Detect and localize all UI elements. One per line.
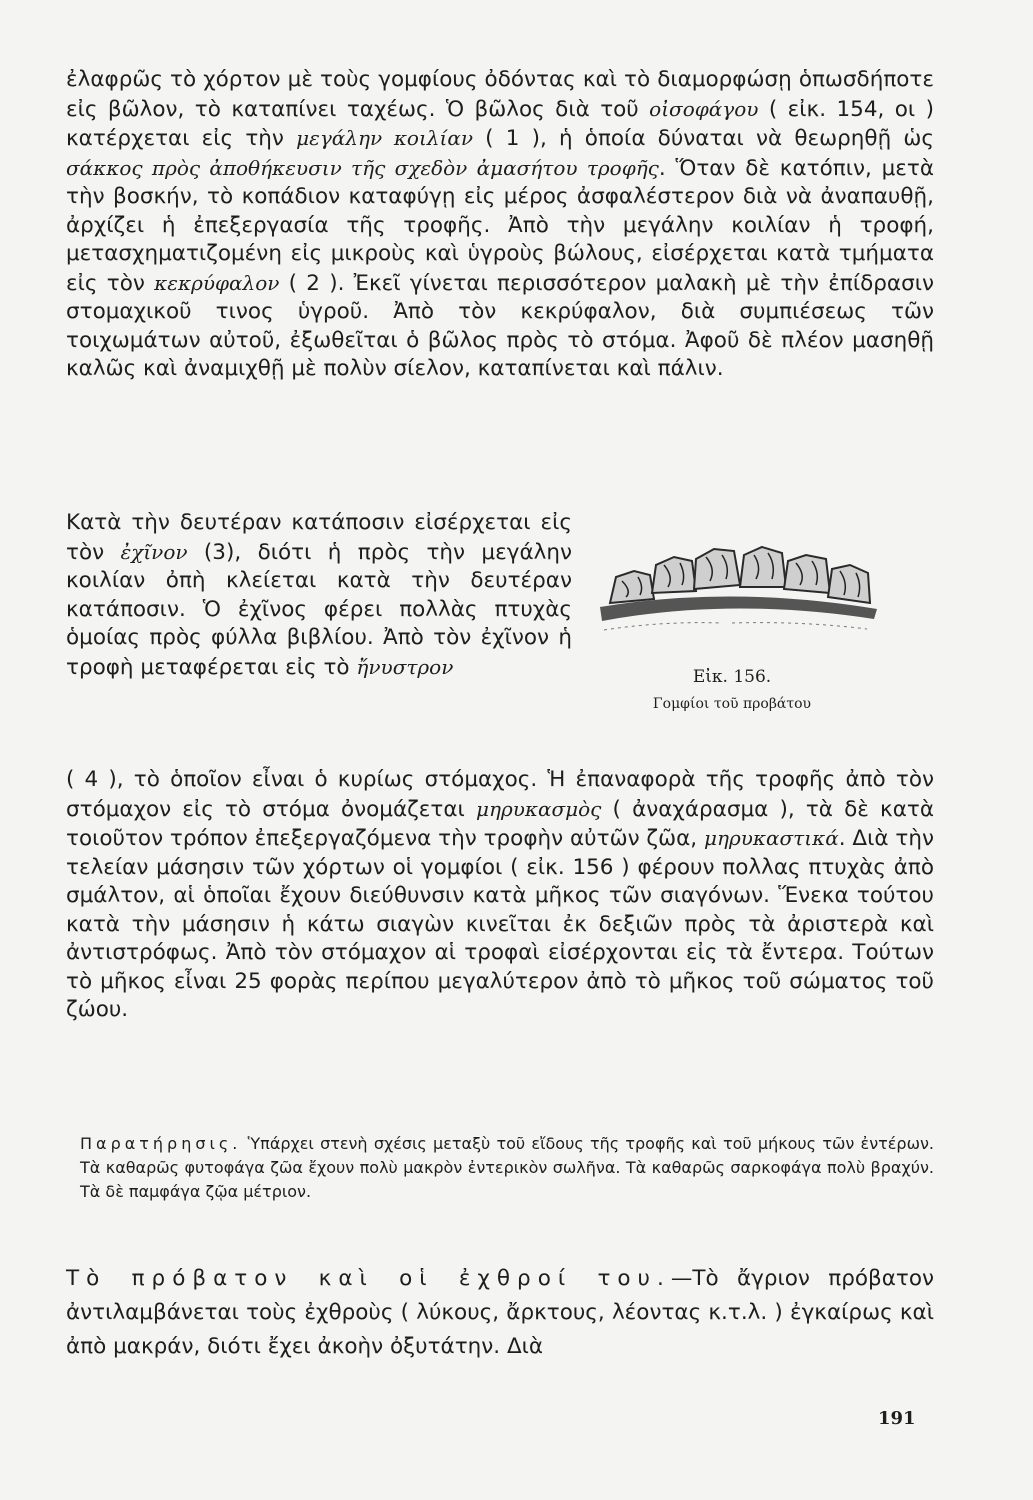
figure-caption: Γομφίοι τοῦ προβάτου xyxy=(652,696,812,712)
page-number: 191 xyxy=(878,1408,916,1429)
note-text: Ὑπάρχει στενὴ σχέσις μεταξὺ τοῦ εἴδους τῆς τροφῆς καὶ τοῦ μήκους τῶν ἐντέρων. Τὰ καθαρῶς φυτοφάγα ζῶα ἔχουν πολὺ μακρὸν ἐντερικὸν σωλῆνα. Τὰ καθαρῶς σαρκοφάγα πολὺ βραχύν. Τὰ δὲ παμφάγα ζῷα μέτριον. xyxy=(80,1134,934,1201)
section-paragraph xyxy=(66,1262,934,1364)
note-heading: Παρατήρησις. xyxy=(80,1134,242,1153)
term-inystron: ἤνυστρον xyxy=(356,654,454,679)
note-paragraph xyxy=(80,1132,934,1204)
body-paragraph-1: ἐλαφρῶς τὸ χόρτον μὲ τοὺς γομφίους ὀδόντας καὶ τὸ διαμορφώσῃ ὁπωσδήποτε εἰς βῶλον, τὸ καταπίνει ταχέως. Ὁ βῶλος διὰ τοῦ οἰσοφάγου ( εἰκ. 154, οι ) κατέρχεται εἰς τὴν μεγάλην κοιλίαν ( 1 ), ἡ ὁποία δύναται νὰ θεωρηθῇ ὡς σάκκος πρὸς ἀποθήκευσιν τῆς σχεδὸν ἀμασήτου τροφῆς. Ὅταν δὲ κατόπιν, μετὰ τὴν βοσκήν, τὸ κοπάδιον καταφύγῃ εἰς μέρος ἀσφαλέστερον διὰ νὰ ἀναπαυθῇ, ἀρχίζει ἡ ἐπεξεργασία τῆς τροφῆς. Ἀπὸ τὴν μεγάλην κοιλίαν ἡ τροφή, μετασχηματιζομένη εἰς μικροὺς καὶ ὑγροὺς βώλους, εἰσέρχεται κατὰ τμήματα εἰς τὸν κεκρύφαλον ( 2 ). Ἐκεῖ γίνεται περισσότερον μαλακὴ μὲ τὴν ἐπίδρασιν στομαχικοῦ τινος ὑγροῦ. Ἀπὸ τὸν κεκρύφαλον, διὰ συμπιέσεως τῶν τοιχωμάτων αὐτοῦ, ἐξωθεῖται ὁ βῶλος πρὸς τὸ στόμα. Ἀφοῦ δὲ πλέον μασηθῇ καλῶς καὶ ἀναμιχθῇ μὲ πολὺν σίελον, καταπίνεται καὶ πάλιν. xyxy=(66,67,935,381)
term-oisofagos: οἰσοφάγου xyxy=(649,96,759,121)
term-megali-koilia: μεγάλην κοιλίαν xyxy=(296,126,473,150)
body-paragraph-2: ( 4 ), τὸ ὁποῖον εἶναι ὁ κυρίως στόμαχος. Ἡ ἐπαναφορὰ τῆς τροφῆς ἀπὸ τὸν στόμαχον εἰς τὸ στόμα ὀνομάζεται μηρυκασμὸς ( ἀναχάρασμα ), τὰ δὲ κατὰ τοιοῦτον τρόπον ἐπεξεργαζόμενα τὴν τροφὴν αὐτῶν ζῶα, μηρυκαστικά. Διὰ τὴν τελείαν μάσησιν τῶν χόρτων οἱ γομφίοι ( εἰκ. 156 ) φέρουν πολλας πτυχὰς ἀπὸ σμάλτον, αἱ ὁποῖαι ἔχουν διεύθυνσιν κατὰ μῆκος τῶν σιαγόνων. Ἕνεκα τούτου κατὰ τὴν μάσησιν ἡ κάτω σιαγὼν κινεῖται ἐκ δεξιῶν πρὸς τὰ ἀριστερὰ καὶ ἀντιστρόφως. Ἀπὸ τὸν στόμαχον αἱ τροφαὶ εἰσέρχονται εἰς τὰ ἔντερα. Τούτων τὸ μῆκος εἶναι 25 φορὰς περίπου μεγαλύτερον ἀπὸ τὸ μῆκος τοῦ σώματος τοῦ ζώου. xyxy=(66,767,934,1022)
term-myrykastika: μηρυκαστικά xyxy=(704,826,839,850)
section-heading: Τὸ πρόβατον καὶ οἱ ἐχθροί του. xyxy=(66,1266,671,1291)
section-text: —Τὸ ἄγριον πρόβατον ἀντιλαμβάνεται τοὺς ἐχθροὺς ( λύκους, ἄρκτους, λέοντας κ.τ.λ. ) ἐγκαίρως καὶ ἀπὸ μακράν, διότι ἔχει ἀκοὴν ὀξυτάτην. Διὰ xyxy=(66,1266,935,1359)
figure-156 xyxy=(582,535,882,725)
term-sakkos: σάκκος πρὸς ἀποθήκευσιν τῆς σχεδὸν ἀμασήτου τροφῆς xyxy=(66,155,659,180)
term-kekryfalos: κεκρύφαλον xyxy=(154,270,280,295)
term-myrykasmos: μηρυκασμὸς xyxy=(475,796,602,821)
figure-number: Εἰκ. 156. xyxy=(692,667,772,687)
body-paragraph-wrapped: Κατὰ τὴν δευτέραν κατάποσιν εἰσέρχεται εἰς τὸν ἐχῖνον (3), διότι ἡ πρὸς τὴν μεγάλην κοιλίαν ὀπὴ κλείεται κατὰ τὴν δευτέραν κατάποσιν. Ὁ ἐχῖνος φέρει πολλὰς πτυχὰς ὁμοίας πρὸς φύλλα βιβλίου. Ἀπὸ τὸν ἐχῖνον ἡ τροφὴ μεταφέρεται εἰς τὸ ἤνυστρον xyxy=(66,510,572,680)
term-echinos: ἐχῖνον xyxy=(120,539,188,564)
sheep-molars-illustration xyxy=(582,535,882,655)
